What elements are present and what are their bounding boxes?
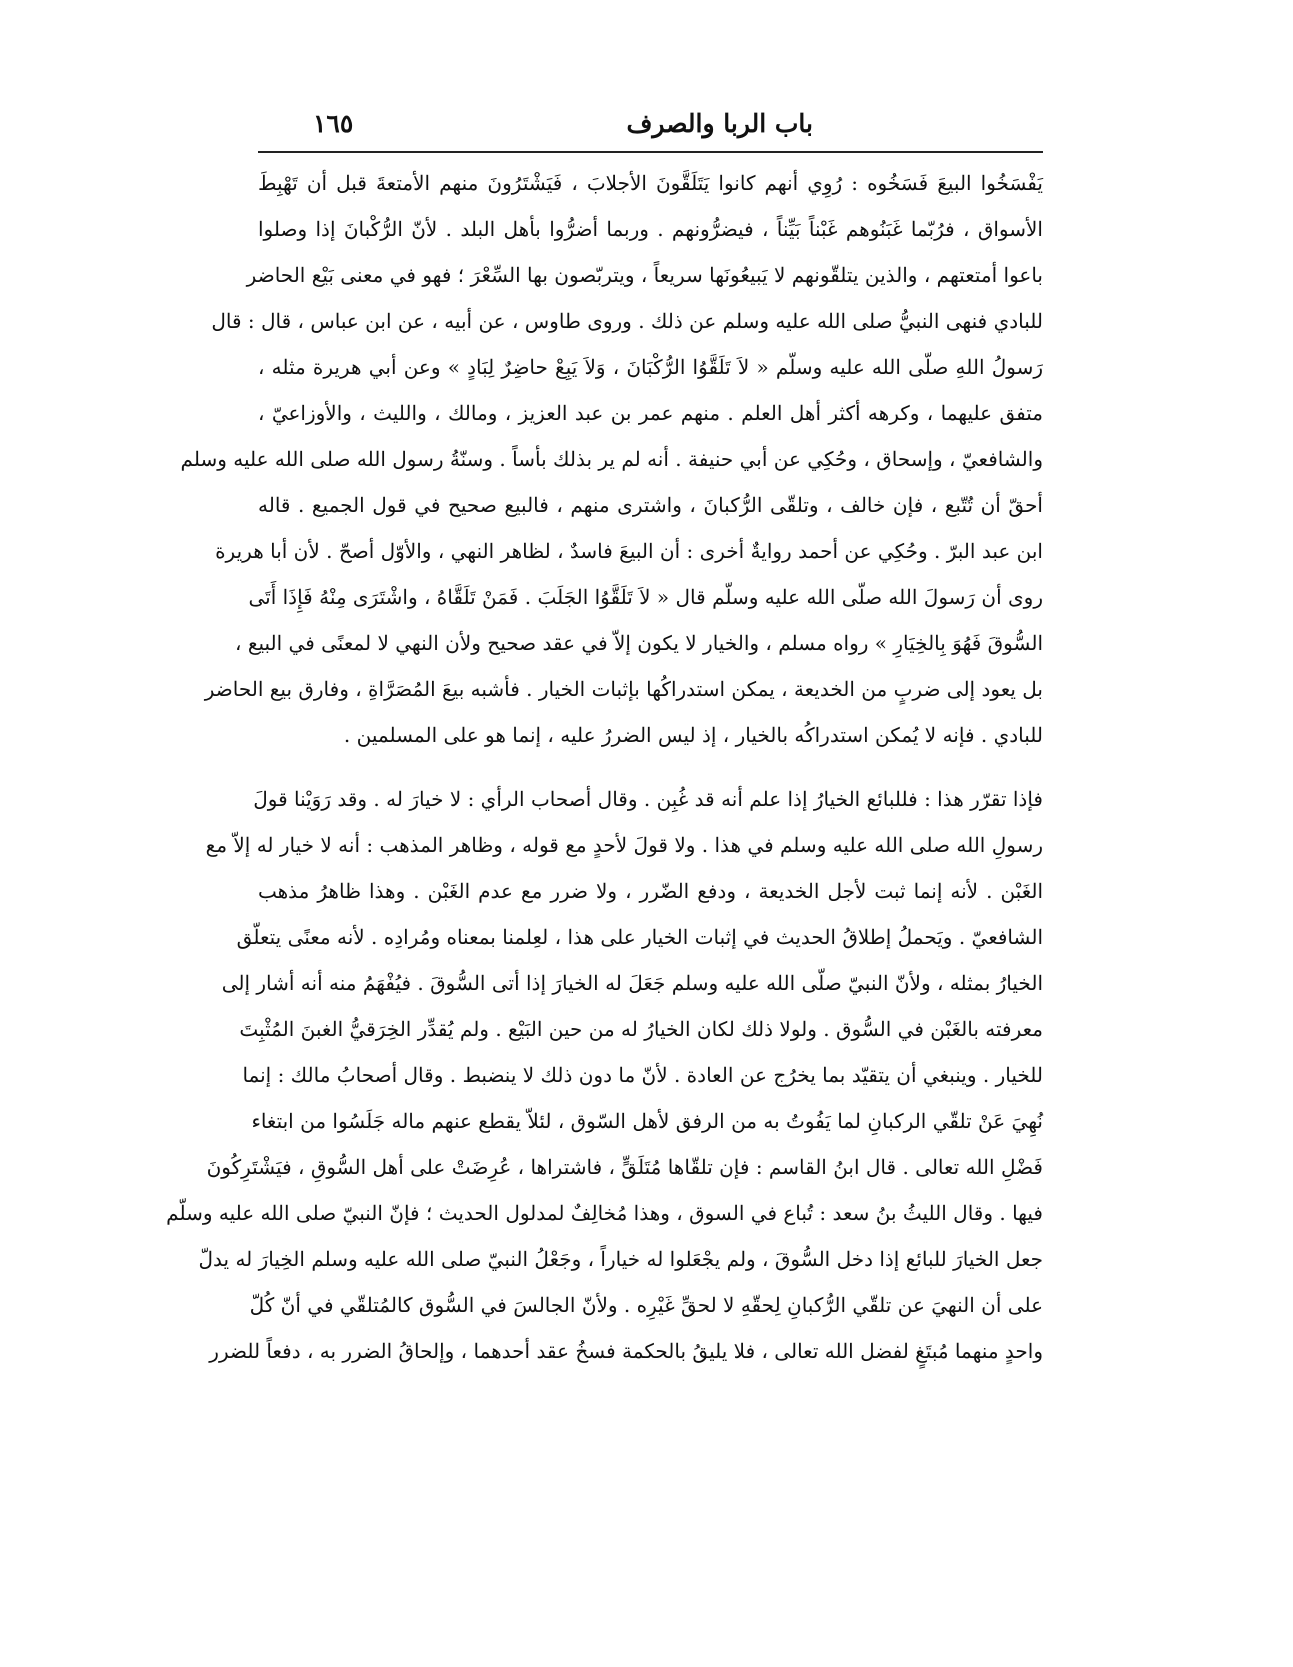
text-line: روى أن رَسولَ الله صلّى الله عليه وسلّم قال « لاَ تَلَقَّوُا الجَلَبَ . فَمَنْ تَلَقَّاهُ ، واشْتَرَى مِنْهُ فَإِذَا أَتَى	[248, 585, 1043, 609]
text-line: يَفْسَخُوا البيعَ فَسَخُوه : رُوِي أنهم كانوا يَتَلَقَّونَ الأجلابَ ، فَيَشْتَرُونَ منهم الأمتعةَ قبل أن تَهْبِطَ	[258, 171, 1043, 195]
page-header	[258, 108, 1043, 148]
page-number: ١٦٥	[313, 109, 354, 138]
body-text	[166, 160, 1043, 1600]
text-line: رَسولُ اللهِ صلّى الله عليه وسلّم « لاَ تَلَقَّوُا الرُّكْبَانَ ، وَلاَ يَبِعْ حاضِرٌ لِبَادٍ » وعن أبي هريرة مثله ،	[258, 355, 1043, 379]
text-line: فيها . وقال الليثُ بنُ سعد : تُباع في السوق ، وهذا مُخالِفٌ لمدلول الحديث ؛ فإنّ النبيّ صلى الله عليه وسلّم	[166, 1201, 1043, 1225]
text-line: للخيار . وينبغي أن يتقيّد بما يخرُج عن العادة . لأنّ ما دون ذلك لا ينضبط . وقال أصحابُ مالك : إنما	[242, 1063, 1043, 1087]
text-line: فَضْلِ الله تعالى . قال ابنُ القاسم : فإن تلقّاها مُتَلَقٍّ ، فاشتراها ، عُرِضَتْ على أهل السُّوقِ ، فيَشْتَرِكُونَ	[206, 1155, 1043, 1179]
text-line: على أن النهيَ عن تلقّي الرُّكبانِ لِحقّهِ لا لحقِّ غَيْرِه . ولأنّ الجالسَ في السُّوق كالمُتلقّي في أنّ كُلّ	[249, 1293, 1043, 1317]
text-line: فإذا تقرّر هذا : فللبائع الخيارُ إذا علم أنه قد غُبِن . وقال أصحاب الرأي : لا خيارَ له . وقد رَوَيْنا قولَ	[253, 787, 1043, 811]
text-line: واحدٍ منهما مُبتَغٍ لفضل الله تعالى ، فلا يليقُ بالحكمة فسخُ عقد أحدهما ، وإلحاقُ الضرر به ، دفعاً للضرر	[209, 1339, 1043, 1363]
text-line: بل يعود إلى ضربٍ من الخديعة ، يمكن استدراكُها بإثبات الخيار . فأشبه بيعَ المُصَرَّاةِ ، وفارق بيع الحاضر	[204, 677, 1043, 701]
text-line: الخيارُ بمثله ، ولأنّ النبيّ صلّى الله عليه وسلم جَعَلَ له الخيارَ إذا أتى السُّوقَ . فيُفْهَمُ منه أنه أشار إلى	[221, 971, 1043, 995]
text-line: الغَبْن . لأنه إنما ثبت لأجل الخديعة ، ودفع الضّرر ، ولا ضرر مع عدم الغَبْن . وهذا ظاهرُ مذهب	[258, 879, 1043, 903]
text-line: متفق عليهما ، وكرهه أكثر أهل العلم . منهم عمر بن عبد العزيز ، ومالك ، والليث ، والأوزاعيّ ،	[258, 401, 1043, 425]
text-line: للبادي . فإنه لا يُمكن استدراكُه بالخيار ، إذ ليس الضررُ عليه ، إنما هو على المسلمين .	[343, 723, 1043, 747]
text-line: معرفته بالغَبْن في السُّوق . ولولا ذلك لكان الخيارُ له من حين البَيْع . ولم يُقدِّر الخِرَقيُّ الغبنَ المُثْبِتَ	[239, 1017, 1043, 1041]
text-line: الأسواق ، فرُبّما غَبَنُوهم غَبْناً بَيِّناً ، فيضرُّونهم . وربما أضرُّوا بأهل البلد . لأنّ الرُّكْبانَ إذا وصلوا	[258, 217, 1043, 241]
text-line: السُّوقَ فَهُوَ بِالخِيَارِ » رواه مسلم ، والخيار لا يكون إلاّ في عقد صحيح ولأن النهي لا لمعنًى في البيع ،	[235, 631, 1043, 655]
paragraph-1	[180, 160, 1043, 758]
chapter-title: باب الربا والصرف	[626, 109, 813, 138]
text-line: جعل الخيارَ للبائع إذا دخل السُّوقَ ، ولم يجْعَلوا له خياراً ، وجَعْلُ النبيّ صلى الله عليه وسلم الخِيارَ له يدلّ	[198, 1247, 1043, 1271]
text-line: باعوا أمتعتهم ، والذين يتلقّونهم لا يَبيعُونَها سريعاً ، ويتربّصون بها السِّعْرَ ؛ فهو في معنى بَيْع الحاضر	[246, 263, 1043, 287]
text-line: نُهِيَ عَنْ تلقّي الركبانِ لما يَفُوتُ به من الرفق لأهل السّوق ، لئلاّ يقطع عنهم ماله جَلَسُوا من ابتغاء	[251, 1109, 1043, 1133]
paragraph-2	[166, 776, 1043, 1374]
text-line: للبادي فنهى النبيُّ صلى الله عليه وسلم عن ذلك . وروى طاوس ، عن أبيه ، عن ابن عباس ، قال : قال	[211, 309, 1043, 333]
text-line: أحقّ أن تُتّبع ، فإن خالف ، وتلقّى الرُّكبانَ ، واشترى منهم ، فالبيع صحيح في قول الجميع . قاله	[258, 493, 1043, 517]
text-line: الشافعيّ . ويَحملُ إطلاقُ الحديث في إثبات الخيار على هذا ، لعِلمنا بمعناه ومُرادِه . لأنه معنًى يتعلّق	[236, 925, 1043, 949]
paragraph-gap	[258, 758, 1043, 776]
text-line: رسولِ الله صلى الله عليه وسلم في هذا . ولا قولَ لأحدٍ مع قوله ، وظاهر المذهب : أنه لا خيار له إلاّ مع	[205, 833, 1043, 857]
header-divider	[258, 151, 1043, 153]
text-line: ابن عبد البرّ . وحُكِي عن أحمد روايةٌ أخرى : أن البيعَ فاسدٌ ، لظاهر النهي ، والأوّل أصحّ . لأن أبا هريرة	[215, 539, 1043, 563]
text-line: والشافعيّ ، وإسحاق ، وحُكِي عن أبي حنيفة . أنه لم ير بذلك بأساً . وسنّةُ رسول الله صلى الله عليه وسلم	[180, 447, 1043, 471]
